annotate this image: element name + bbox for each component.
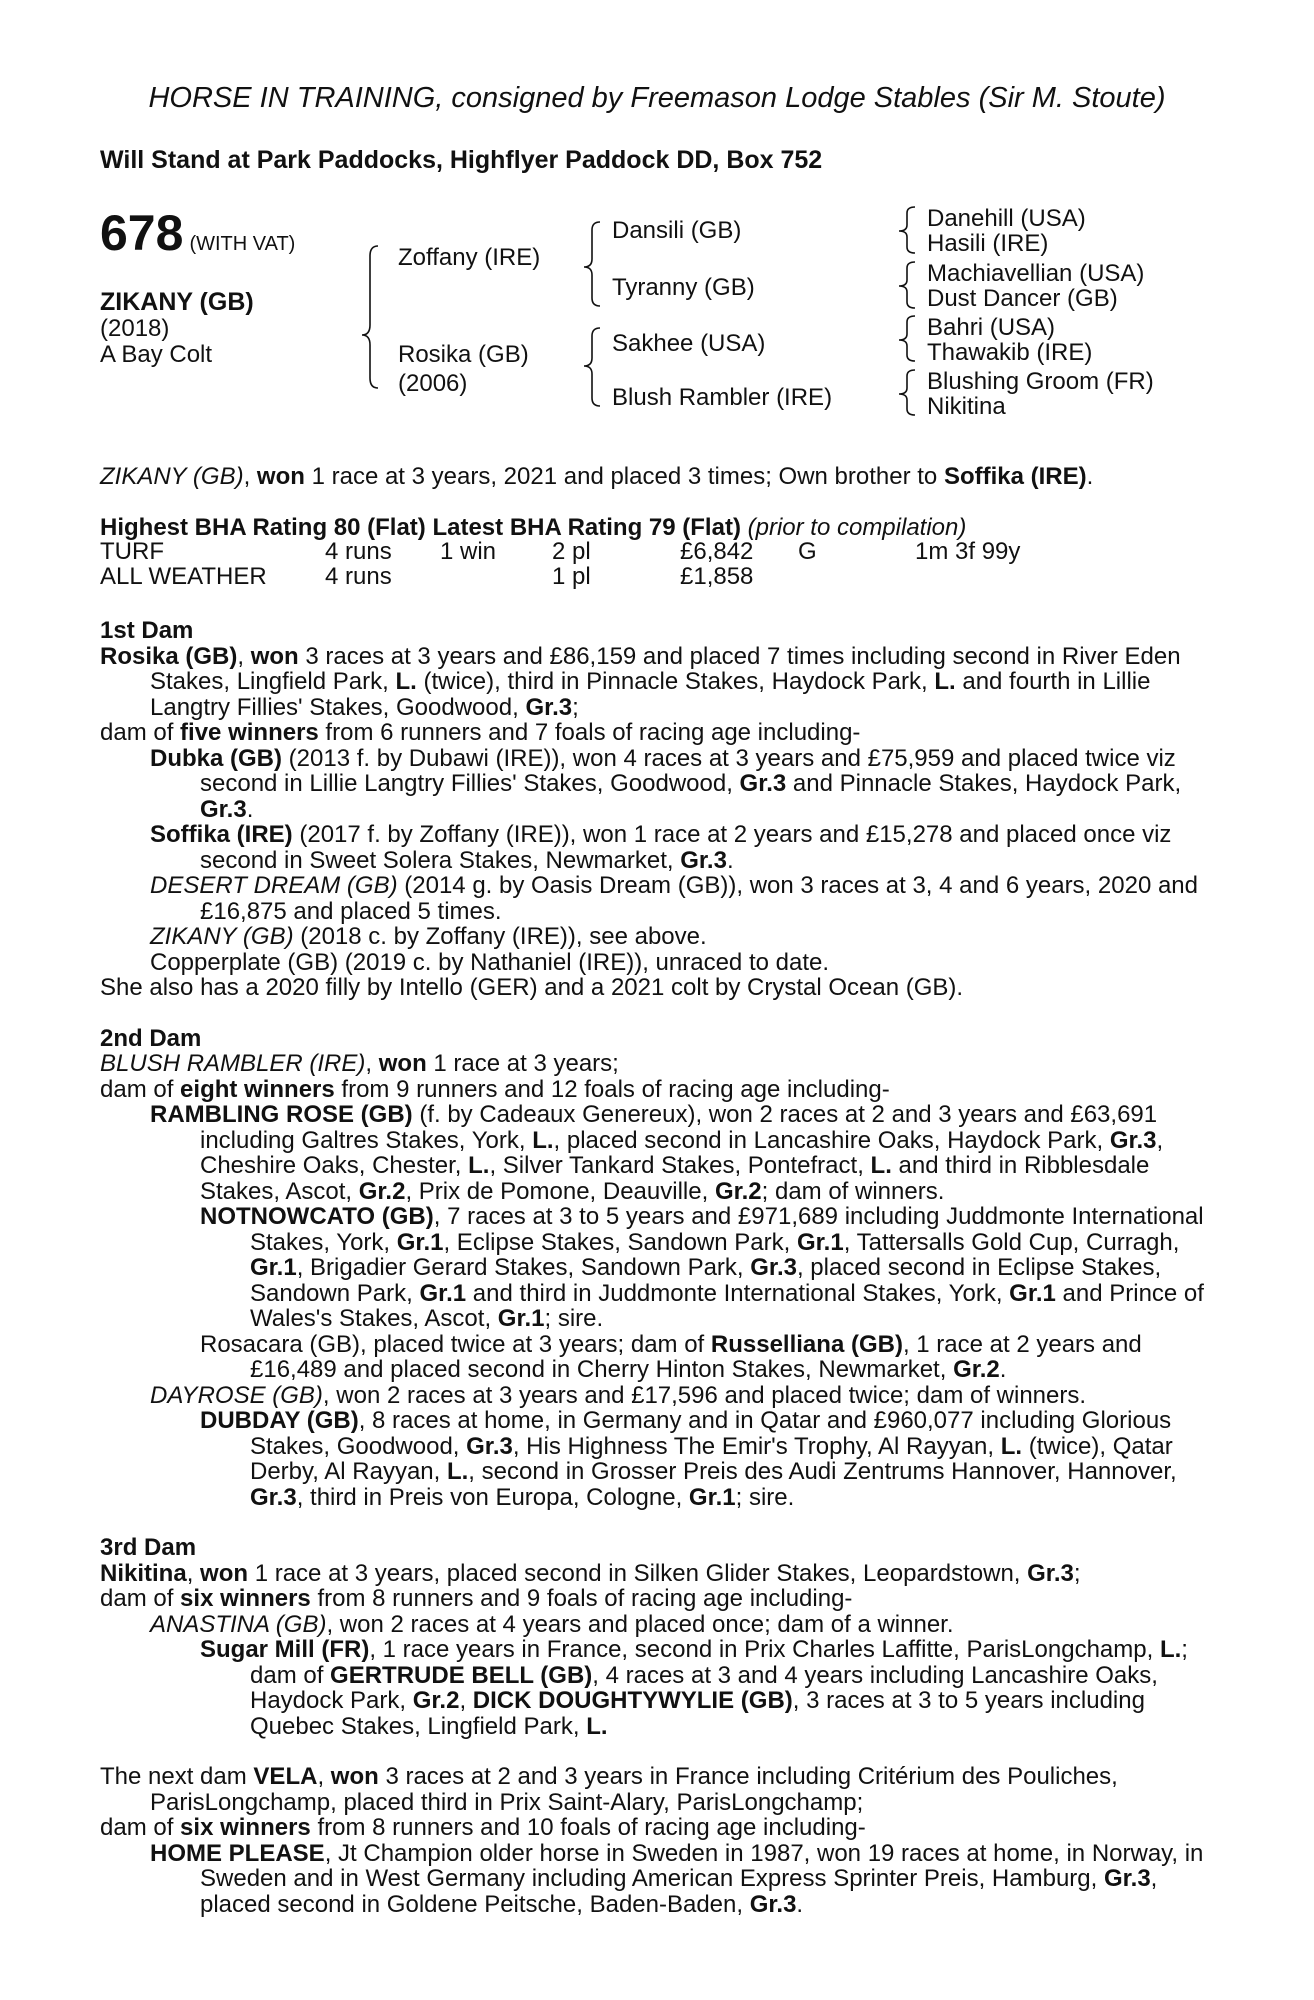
record-distance — [915, 564, 1020, 589]
first-dam-paragraph: Rosika (GB), won 3 races at 3 years and £86,159 and placed 7 times including second in River Eden Stakes, Lingfield Park, L. (twice), third in Pinnacle Stakes, Haydock Park, L. and fourth in Lillie Langtry Fillies' Stakes, Goodwood, Gr.3; — [100, 642, 1181, 721]
pedigree-g1: Danehill (USA) — [927, 205, 1086, 232]
pedigree-dam-year: (2006) — [398, 370, 468, 397]
third-dam-produce-summary: dam of six winners from 8 runners and 9 foals of racing age including- — [100, 1585, 853, 1612]
produce-rambling-rose: RAMBLING ROSE (GB) (f. by Cadeaux Genereux), won 2 races at 2 and 3 years and £63,691 including Galtres Stakes, York, L., placed second in Lancashire Oaks, Haydock Park, Gr.3, Cheshire Oaks, Chester, L., Silver Tankard Stakes, Pontefract, L. and third in Ribblesdale Stakes, Ascot, Gr.2, Prix de Pomone, Deauville, Gr.2; dam of winners. — [150, 1101, 1164, 1205]
table-row — [100, 564, 1020, 589]
record-runs: 4 runs — [325, 563, 392, 590]
pedigree-dam-dam: Blush Rambler (IRE) — [612, 384, 833, 411]
pedigree-dam: Rosika (GB) — [398, 341, 529, 368]
second-dam-produce-summary: dam of eight winners from 9 runners and 12 foals of racing age including- — [100, 1075, 890, 1103]
produce-copperplate: Copperplate (GB) (2019 c. by Nathaniel (IRE)), unraced to date. — [150, 948, 830, 976]
next-dam-produce-summary: dam of six winners from 8 runners and 10 foals of racing age including- — [100, 1814, 866, 1841]
bha-rating — [100, 514, 966, 542]
record-surface: TURF — [100, 538, 164, 565]
second-dam-heading: 2nd Dam — [100, 1024, 202, 1052]
record-runs: 4 runs — [325, 538, 392, 565]
produce-rosacara: Rosacara (GB), placed twice at 3 years; dam of Russelliana (GB), 1 race at 2 years and £16,489 and placed second in Cherry Hinton Stakes, Newmarket, Gr.2. — [200, 1330, 1142, 1383]
record-distance: 1m 3f 99y — [915, 538, 1021, 565]
produce-sugar-mill: Sugar Mill (FR), 1 race years in France, second in Prix Charles Laffitte, ParisLongchamp, L.; dam of GERTRUDE BELL (GB), 4 races at 3 and 4 years including Lancashire Oaks, Haydock Park, Gr.2, DICK DOUGHTYWYLIE (GB), 3 races at 3 to 5 years including Quebec Stakes, Lingfield Park, L. — [200, 1636, 1188, 1740]
stand-location: Will Stand at Park Paddocks, Highflyer Paddock DD, Box 752 — [100, 146, 823, 174]
horse-name: ZIKANY (GB) — [100, 288, 254, 316]
record-going: G — [798, 538, 817, 565]
summary-end: . — [1086, 463, 1094, 490]
pedigree-dam-sire: Sakhee (USA) — [612, 330, 766, 357]
horse-description: A Bay Colt — [100, 341, 213, 368]
racing-record-table — [100, 539, 1020, 589]
produce-dubday: DUBDAY (GB), 8 races at home, in Germany and in Qatar and £960,077 including Glorious Stakes, Goodwood, Gr.3, His Highness The Emir's Trophy, Al Rayyan, L. (twice), Qatar Derby, Al Rayyan, L., second in Grosser Preis des Audi Zentrums Hannover, Hannover, Gr.3, third in Preis von Europa, Cologne, Gr.1; sire. — [200, 1407, 1177, 1511]
pedigree-g7: Blushing Groom (FR) — [927, 368, 1154, 395]
summary-brother: Soffika (IRE) — [943, 463, 1087, 490]
produce-desert-dream: DESERT DREAM (GB) (2014 g. by Oasis Dream (GB)), won 3 races at 3, 4 and 6 years, 2020 and £16,875 and placed 5 times. — [150, 872, 1198, 925]
record-wins: 1 win — [440, 538, 497, 565]
produce-notnowcato: NOTNOWCATO (GB), 7 races at 3 to 5 years and £971,689 including Juddmonte International Stakes, York, Gr.1, Eclipse Stakes, Sandown Park, Gr.1, Tattersalls Gold Cup, Curragh, Gr.1, Brigadier Gerard Stakes, Sandown Park, Gr.3, placed second in Eclipse Stakes, Sandown Park, Gr.1 and third in Juddmonte International Stakes, York, Gr.1 and Prince of Wales's Stakes, Ascot, Gr.1; sire. — [200, 1203, 1204, 1332]
record-placed: 1 pl — [552, 563, 591, 590]
produce-home-please: HOME PLEASE, Jt Champion older horse in Sweden in 1987, won 19 races at home, in Norway, in Sweden and in West Germany including American Express Sprinter Preis, Hamburg, Gr.3, placed second in Goldene Peitsche, Baden-Baden, Gr.3. — [150, 1839, 1204, 1918]
pedigree-g2: Hasili (IRE) — [927, 230, 1049, 257]
pedigree-g3: Machiavellian (USA) — [927, 260, 1145, 287]
pedigree-g5: Bahri (USA) — [927, 314, 1056, 341]
second-dam-paragraph: BLUSH RAMBLER (IRE), won 1 race at 3 years; — [100, 1050, 619, 1077]
lot-number: 678 — [100, 205, 184, 261]
summary-won: won — [256, 463, 305, 490]
produce-soffika: Soffika (IRE) (2017 f. by Zoffany (IRE)), won 1 race at 2 years and £15,278 and placed once viz second in Sweet Solera Stakes, Newmarket, Gr.3. — [150, 821, 1172, 874]
rating-note: (prior to compilation) — [747, 514, 967, 541]
pedigree-sire-dam: Tyranny (GB) — [612, 274, 755, 301]
record-going — [798, 564, 915, 589]
produce-zikany: ZIKANY (GB) (2018 c. by Zoffany (IRE)), see above. — [150, 923, 707, 950]
summary-horse-name: ZIKANY (GB) — [100, 463, 244, 490]
race-summary: ZIKANY (GB), won 1 race at 3 years, 2021 and placed 3 times; Own brother to Soffika (IRE). — [100, 463, 1094, 490]
pedigree-notes — [100, 618, 1205, 1917]
record-money: £1,858 — [680, 563, 754, 590]
next-dam-paragraph: The next dam VELA, won 3 races at 2 and 3 years in France including Critérium des Pouliches, ParisLongchamp, placed third in Prix Saint-Alary, ParisLongchamp; — [100, 1763, 1118, 1816]
pedigree-g8: Nikitina — [927, 393, 1006, 420]
summary-text: 1 race at 3 years, 2021 and placed 3 times; Own brother to — [304, 463, 944, 490]
horse-year: (2018) — [100, 315, 170, 342]
record-money: £6,842 — [680, 538, 754, 565]
record-placed: 2 pl — [552, 538, 591, 565]
produce-anastina: ANASTINA (GB), won 2 races at 4 years and placed once; dam of a winner. — [150, 1610, 954, 1638]
record-wins — [440, 564, 552, 589]
table-row — [100, 539, 1020, 564]
record-surface: ALL WEATHER — [100, 563, 267, 590]
third-dam-paragraph: Nikitina, won 1 race at 3 years, placed second in Silken Glider Stakes, Leopardstown, Gr.3; — [100, 1559, 1081, 1587]
pedigree-g4: Dust Dancer (GB) — [927, 285, 1118, 312]
rating-highest: Highest BHA Rating 80 (Flat) Latest BHA Rating 79 (Flat) — [100, 514, 741, 541]
pedigree-sire-sire: Dansili (GB) — [612, 217, 742, 244]
first-dam-heading: 1st Dam — [100, 617, 194, 644]
first-dam-also: She also has a 2020 filly by Intello (GER) and a 2021 colt by Crystal Ocean (GB). — [100, 974, 964, 1001]
pedigree-g6: Thawakib (IRE) — [927, 339, 1093, 366]
produce-dayrose: DAYROSE (GB), won 2 races at 3 years and £17,596 and placed twice; dam of winners. — [150, 1381, 1087, 1409]
vat-label: (WITH VAT) — [189, 233, 296, 255]
page-header-title: HORSE IN TRAINING, consigned by Freemason Lodge Stables (Sir M. Stoute) — [148, 82, 1166, 114]
third-dam-heading: 3rd Dam — [100, 1534, 197, 1561]
first-dam-produce-summary: dam of five winners from 6 runners and 7 foals of racing age including- — [100, 719, 861, 746]
produce-dubka: Dubka (GB) (2013 f. by Dubawi (IRE)), won 4 races at 3 years and £75,959 and placed twice viz second in Lillie Langtry Fillies' Stakes, Goodwood, Gr.3 and Pinnacle Stakes, Haydock Park, Gr.3. — [150, 744, 1182, 823]
pedigree-sire: Zoffany (IRE) — [398, 244, 541, 271]
